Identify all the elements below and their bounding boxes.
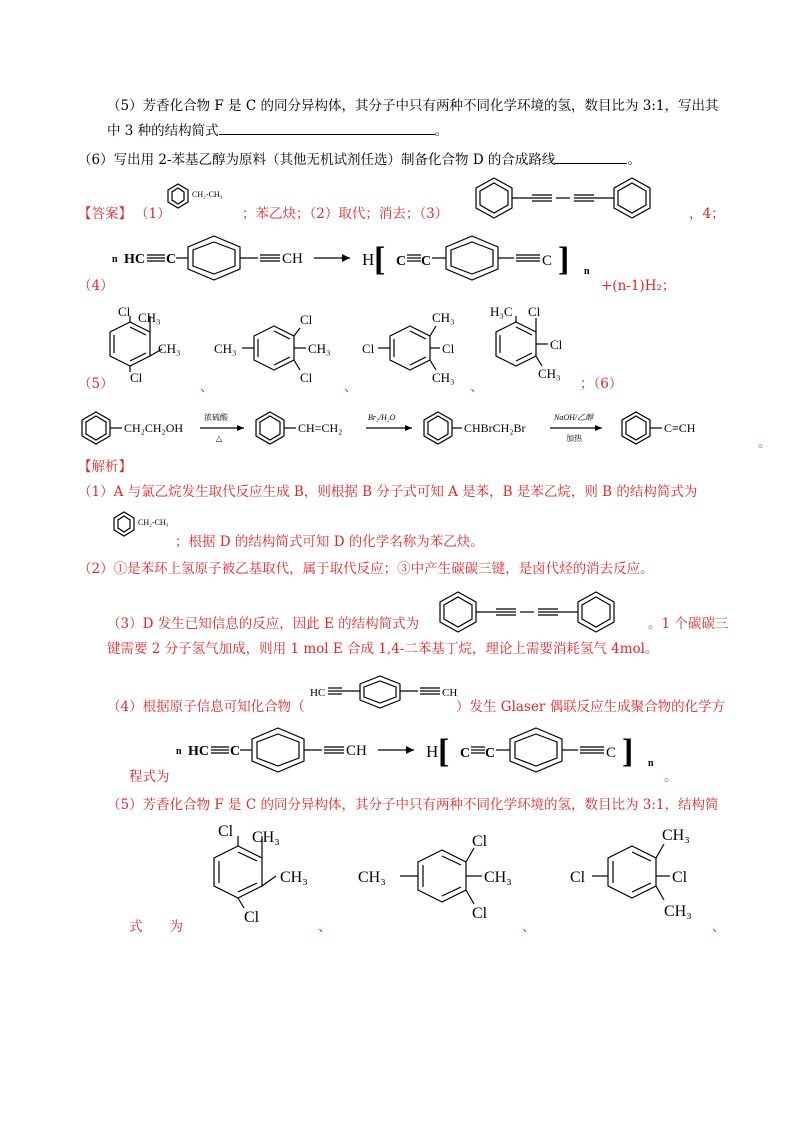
ch-label: CH xyxy=(346,743,367,759)
hc-label: HC xyxy=(124,252,145,267)
styrene-label: CH=CH₂ xyxy=(298,421,343,435)
left-bracket: [ xyxy=(438,733,450,770)
isomer-2-analysis xyxy=(356,822,526,932)
c-label-2: C xyxy=(460,746,471,761)
product-label: C≡CH xyxy=(664,421,696,435)
q5-line2 xyxy=(107,121,448,140)
analysis-4c: 程式为 xyxy=(129,769,170,785)
ch3-label: CH₃ xyxy=(538,366,561,381)
analysis-4a: （4）根据原子信息可知化合物（ xyxy=(107,699,305,715)
ch3-label-2: CH₃ xyxy=(158,341,181,356)
q5-line2-text: 中 3 种的结构简式 xyxy=(107,123,219,139)
cl-label-2: Cl xyxy=(550,337,563,352)
answer-part4: （4） xyxy=(78,278,114,294)
answer-part5: （5） xyxy=(78,376,114,392)
analysis-5a: （5）芳香化合物 F 是 C 的同分异构体，其分子中只有两种不同化学环境的氢，数目比为 3:1，结构简 xyxy=(107,797,719,813)
cl-label: Cl xyxy=(570,869,586,886)
q6-line xyxy=(78,150,641,169)
reagent-3-label: NaOH/乙醇 xyxy=(554,413,594,422)
c-label: C xyxy=(166,252,177,267)
left-bracket: [ xyxy=(374,241,386,278)
answer-part1-rest: ；苯乙炔；（2）取代；消去；（3） xyxy=(242,206,449,222)
isomer-3-answer xyxy=(360,306,470,388)
dibromide-label: CHBrCH₂Br xyxy=(464,421,526,435)
isomer-sep-a1: 、 xyxy=(318,919,332,935)
ch3-label-2: CH₃ xyxy=(484,869,512,886)
cl-label: Cl xyxy=(362,341,375,356)
cl-label-2: Cl xyxy=(442,341,455,356)
analysis-3b: 。1 个碳碳三 xyxy=(648,616,729,632)
n-subscript: n xyxy=(648,758,654,769)
ch3-label-2: CH₃ xyxy=(432,370,455,385)
q6-text: （6）写出用 2-苯基乙醇为原料（其他无机试剂任选）制备化合物 D 的合成路线 xyxy=(78,152,556,168)
reagent-2-label: Br₂/H₂O xyxy=(368,413,396,422)
ch-label: CH xyxy=(282,251,303,267)
hc-label: HC xyxy=(310,687,326,699)
diphenylbutadiyne-structure-analysis xyxy=(430,590,640,636)
c-label-4: C xyxy=(606,745,617,761)
reagent-1-label: 浓硫酸 xyxy=(204,413,228,422)
h3c-label: H₃C xyxy=(490,304,513,319)
ch3-label-2: CH₃ xyxy=(308,341,331,356)
cl-label-2: Cl xyxy=(300,370,313,385)
ch3-label: CH₃ xyxy=(432,310,455,325)
analysis-3c: 键需要 2 分子氢气加成，则用 1 mol E 合成 1,4-二苯基丁烷，理论上需要消耗氢气 4mol。 xyxy=(107,641,659,657)
cl-label: Cl xyxy=(118,304,131,319)
isomer-3-analysis xyxy=(566,818,706,928)
q6-end: 。 xyxy=(627,152,641,168)
analysis-1b: ；根据 D 的结构简式可知 D 的化学名称为苯乙炔。 xyxy=(175,534,484,550)
polymerization-equation-analysis xyxy=(174,720,694,784)
isomer-sep-a3: 、 xyxy=(712,919,726,935)
analysis-4b: ）发生 Glaser 偶联反应生成聚合物的化学方 xyxy=(456,699,726,715)
isomer-4-answer xyxy=(486,302,586,384)
q5-answer-blank xyxy=(219,121,435,135)
cl-label-2: Cl xyxy=(472,905,488,922)
diphenylbutadiyne-structure-answer xyxy=(466,176,676,222)
answer-part6-prefix: ；（6） xyxy=(580,376,623,392)
isomer-sep-2: 、 xyxy=(344,379,358,395)
analysis-2: （2）①是苯环上氢原子被乙基取代，属于取代反应；③中产生碳碳三键，是卤代烃的消去反应。 xyxy=(78,561,654,577)
cl-label: Cl xyxy=(472,833,488,850)
polymerization-equation-answer xyxy=(110,228,630,292)
isomer-sep-3: 、 xyxy=(470,379,484,395)
n-coefficient: n xyxy=(112,254,118,265)
answer-part3-tail: ，4； xyxy=(689,206,725,222)
analysis-5b: 式 为 xyxy=(129,919,183,935)
synthesis-route xyxy=(76,408,756,448)
ch3-label-2: CH₃ xyxy=(664,903,692,920)
n-subscript: n xyxy=(584,266,590,277)
cl-label: Cl xyxy=(300,312,313,327)
q6-answer-blank xyxy=(555,150,627,164)
right-bracket: ] xyxy=(622,733,634,770)
c-label-4: C xyxy=(542,253,553,269)
cl-label-2: Cl xyxy=(672,869,688,886)
hc-label: HC xyxy=(188,744,209,759)
analysis-label: 【解析】 xyxy=(78,459,132,475)
start-material-label: CH₂CH₂OH xyxy=(124,421,184,435)
answer-part4-tail: +(n-1)H₂； xyxy=(601,278,676,294)
isomer-sep-a2: 、 xyxy=(522,919,536,935)
cl-label: Cl xyxy=(218,823,234,840)
analysis-4-end: 。 xyxy=(664,769,678,785)
c-label: C xyxy=(230,744,241,759)
ethyl-label: CH₂-CH₃ xyxy=(138,518,169,527)
isomer-1-analysis xyxy=(204,818,314,928)
ch-label: CH xyxy=(442,687,458,699)
ch3-label: CH₃ xyxy=(662,827,690,844)
answer-part1: （1） xyxy=(135,206,171,222)
ch3-label: CH₃ xyxy=(138,310,161,325)
isomer-1-answer xyxy=(100,302,190,384)
c-label-3: C xyxy=(421,254,432,269)
analysis-3a: （3）D 发生已知信息的反应，因此 E 的结构简式为 xyxy=(107,616,420,632)
isomer-sep-1: 、 xyxy=(200,379,214,395)
analysis-1: （1）A 与氯乙烷发生取代反应生成 B，则根据 B 分子式可知 A 是苯，B 是苯乙烷，则 B 的结构简式为 xyxy=(78,484,698,500)
ethylbenzene-structure-analysis xyxy=(104,508,184,544)
cl-label-2: Cl xyxy=(244,909,260,926)
heat-1-label: △ xyxy=(216,434,223,443)
diethynylbenzene-structure xyxy=(308,674,468,714)
h-label: H xyxy=(362,250,375,269)
c-label-3: C xyxy=(485,746,496,761)
ethyl-label: CH₂-CH₃ xyxy=(192,190,223,199)
ch3-label: CH₃ xyxy=(358,869,386,886)
cl-label: Cl xyxy=(528,304,541,319)
heat-3-label: 加热 xyxy=(566,434,582,443)
ch3-label: CH₃ xyxy=(252,829,280,846)
right-bracket: ] xyxy=(558,241,570,278)
isomer-2-answer xyxy=(214,306,334,388)
ch3-label-2: CH₃ xyxy=(280,869,308,886)
ethylbenzene-structure-answer xyxy=(158,180,238,216)
cl-label-2: Cl xyxy=(130,370,143,385)
ch3-label: CH₃ xyxy=(214,341,237,356)
q5-line2-end: 。 xyxy=(434,123,449,139)
h-label: H xyxy=(426,742,439,761)
c-label-2: C xyxy=(396,254,407,269)
answer-label: 【答案】 xyxy=(78,206,132,222)
n-coefficient: n xyxy=(176,746,182,757)
q5-line1: （5）芳香化合物 F 是 C 的同分异构体，其分子中只有两种不同化学环境的氢，数目比为 3:1，写出其 xyxy=(107,98,719,114)
answer-end: 。 xyxy=(758,435,772,451)
